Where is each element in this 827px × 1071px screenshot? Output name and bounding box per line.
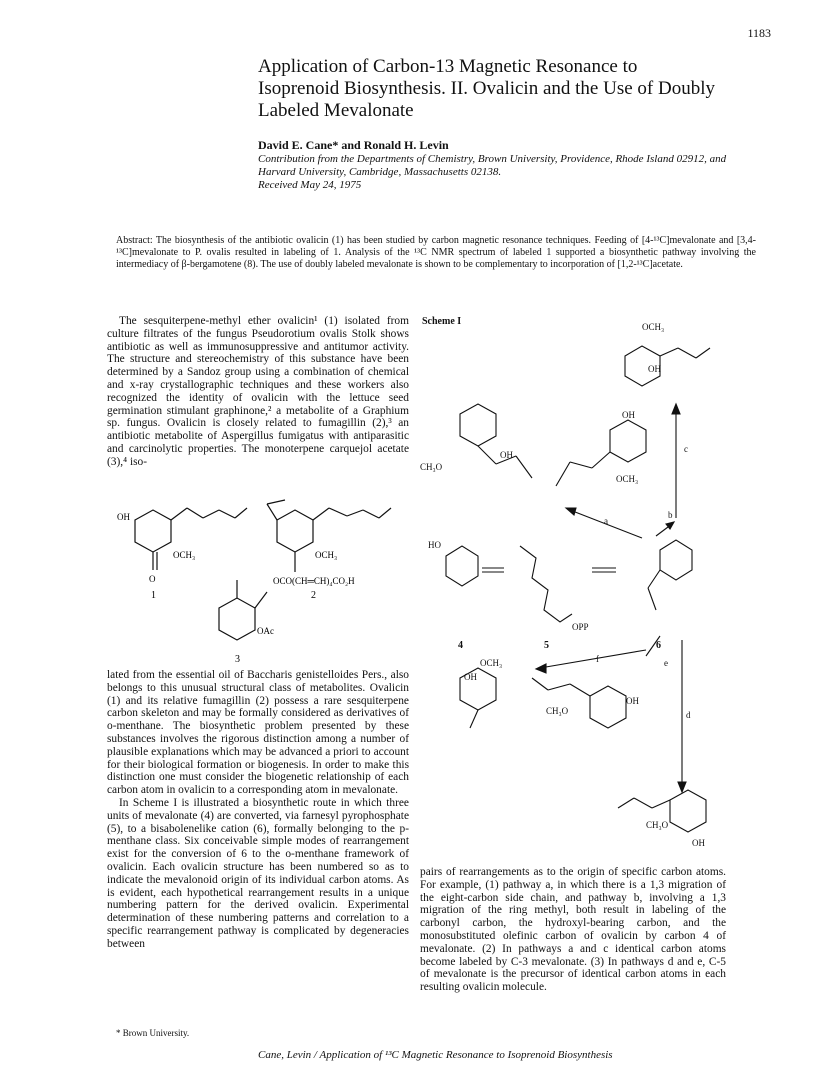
article-title: Application of Carbon-13 Magnetic Resonance to Isoprenoid Biosynthesis. II. Ovalicin and the Use of Doubly Labeled Mevalonate — [258, 56, 715, 121]
scheme-right-och3: OCH₃ — [616, 474, 639, 484]
scheme-bm-oh: OH — [626, 696, 639, 706]
affiliation-text: Contribution from the Departments of Chemistry, Brown University, Providence, Rhode Island 02912, and Harvard University, Cambridge, Massachusetts 02138. — [258, 153, 727, 178]
s1-oxo-label: O — [149, 574, 156, 584]
s3-oac-label: OAc — [257, 626, 274, 636]
scheme-bm-ch3o: CH₃O — [546, 706, 569, 716]
running-footer: Cane, Levin / Application of ¹³C Magnetic Resonance to Isoprenoid Biosynthesis — [258, 1049, 613, 1061]
page-number: 1183 — [747, 26, 771, 40]
scheme-path-d: d — [686, 710, 691, 720]
scheme-label: Scheme I — [422, 316, 462, 327]
structures-1-2-3 — [107, 480, 412, 670]
scheme-1-diagram — [420, 318, 730, 863]
paragraph-degeneracies: pairs of rearrangements as to the origin of specific carbon atoms. For example, (1) pathway a, in which there is a 1,3 migration of the eight-carbon side chain, and pathway b, involving a 1,3 migration of the ring methyl, both result in labeling of the carbonyl carbon, the hydroxyl-bearing carbon, and the monosubstituted olefinic carbon of ovalicin by carbon 4 of mevalonate. (2) In pathways a and c identical carbon atoms become labeled by C-3 mevalonate. (3) In pathways d and e, C-5 of mevalonate is the precursor of identical carbon atoms in each resulting ovalicin molecule. — [420, 866, 726, 994]
body-column-left-bottom — [107, 669, 409, 951]
scheme-br-ch3o: CH₃O — [646, 820, 669, 830]
scheme-top-och3: OCH₃ — [642, 322, 665, 332]
scheme-top-oh: OH — [648, 364, 661, 374]
scheme-bl-och3: OCH₃ — [480, 658, 503, 668]
paragraph-scheme-discussion: In Scheme I is illustrated a biosynthetic route in which three units of mevalonate (4) are converted, via farnesyl pyrophosphate (5), to a bisabolenelike cation (6), formally belonging to the p-menthane class. Six conceivable simple modes of rearrangement exist for the conversion of 6 to the o-menthane framework of ovalicin. Each ovalicin structure has been numbered so as to indicate the mevalonoid origin of its individual carbon atoms. As is evident, each hypothetical rearrangement results in a unique numbering pattern for the derived ovalicin. Experimental determination of these numbering patterns and correlation to a specific rearrangement pathway is complicated by degeneracies between — [107, 796, 409, 950]
compound-5-label: 5 — [544, 640, 549, 651]
s1-och3-label: OCH₃ — [173, 550, 196, 560]
scheme-path-e: e — [664, 658, 668, 668]
body-column-right — [420, 866, 726, 994]
received-date: Received May 24, 1975 — [258, 179, 362, 191]
compound-4-label: 4 — [458, 640, 463, 651]
compound-2-label: 2 — [311, 590, 316, 601]
affiliation — [258, 153, 758, 192]
scheme-bl-oh: OH — [464, 672, 477, 682]
paragraph-structural-class: lated from the essential oil of Baccharis genistelloides Pers., also belongs to this unusual structural class of metabolites. Ovalicin (1) and its relative fumagillin (2) possess a rare sesquiterpene carbon skeleton and may be formally considered as derivatives of o-menthane. The biosynthetic problem presented by these substances involves the rigorous distinction among a number of plausible explanations which may be advanced a priori to account for their biological formation or biogenesis. In order to make this distinction one must consider the biogenetic relationship of each carbon atom in ovalicin to a corresponding atom in mevalonate. — [107, 669, 409, 797]
s2-och3-label: OCH₃ — [315, 550, 338, 560]
scheme-path-b: b — [668, 510, 673, 520]
scheme-path-a: a — [604, 516, 608, 526]
scheme-br-oh: OH — [692, 838, 705, 848]
scheme-left-ch3o: CH₃O — [420, 462, 443, 472]
paragraph-intro: The sesquiterpene-methyl ether ovalicin¹ (1) isolated from culture filtrates of the fungus Pseudorotium ovalis Stolk shows antibiotic as well as immunosuppressive and antitumor activity. The structure and stereochemistry of this substance have been determined by a Sandoz group using a combination of chemical and x-ray crystallographic techniques and these workers also recognized the identity of ovalicin with the lettuce seed germination stimulant graphinone,² a metabolite of a Graphium sp. fungus. Ovalicin is closely related to fumagillin (2),³ an antibiotic metabolite of Aspergillus fumigatus with antiparasitic and carcinolytic properties. The monoterpene carquejol acetate (3),⁴ iso- — [107, 315, 409, 468]
s2-acid-label: OCO(CH═CH)₄CO₂H — [273, 576, 355, 586]
scheme-path-f: f — [596, 654, 599, 664]
scheme-right-oh: OH — [622, 410, 635, 420]
body-column-left-top — [107, 315, 409, 469]
footnote: * Brown University. — [116, 1028, 190, 1038]
scheme-path-c: c — [684, 444, 688, 454]
scheme-left-oh: OH — [500, 450, 513, 460]
abstract: Abstract: The biosynthesis of the antibiotic ovalicin (1) has been studied by carbon magnetic resonance techniques. Feeding of [4-¹³C]mevalonate and [3,4-¹³C]mevalonate to P. ovalis resulted in labeling of 1. Analysis of the ¹³C NMR spectrum of labeled 1 supported a biosynthetic pathway involving the intermediacy of β-bergamotene (8). The use of doubly labeled mevalonate is shown to be complementary to incorporation of [1,2-¹³C]acetate. — [116, 235, 756, 270]
scheme-5-opp: OPP — [572, 622, 589, 632]
authors: David E. Cane* and Ronald H. Levin — [258, 138, 449, 152]
compound-1-label: 1 — [151, 590, 156, 601]
compound-3-label: 3 — [235, 654, 240, 665]
compound-6-label: 6 — [656, 640, 661, 651]
scheme-4-ho: HO — [428, 540, 441, 550]
s1-oh-label: OH — [117, 512, 130, 522]
